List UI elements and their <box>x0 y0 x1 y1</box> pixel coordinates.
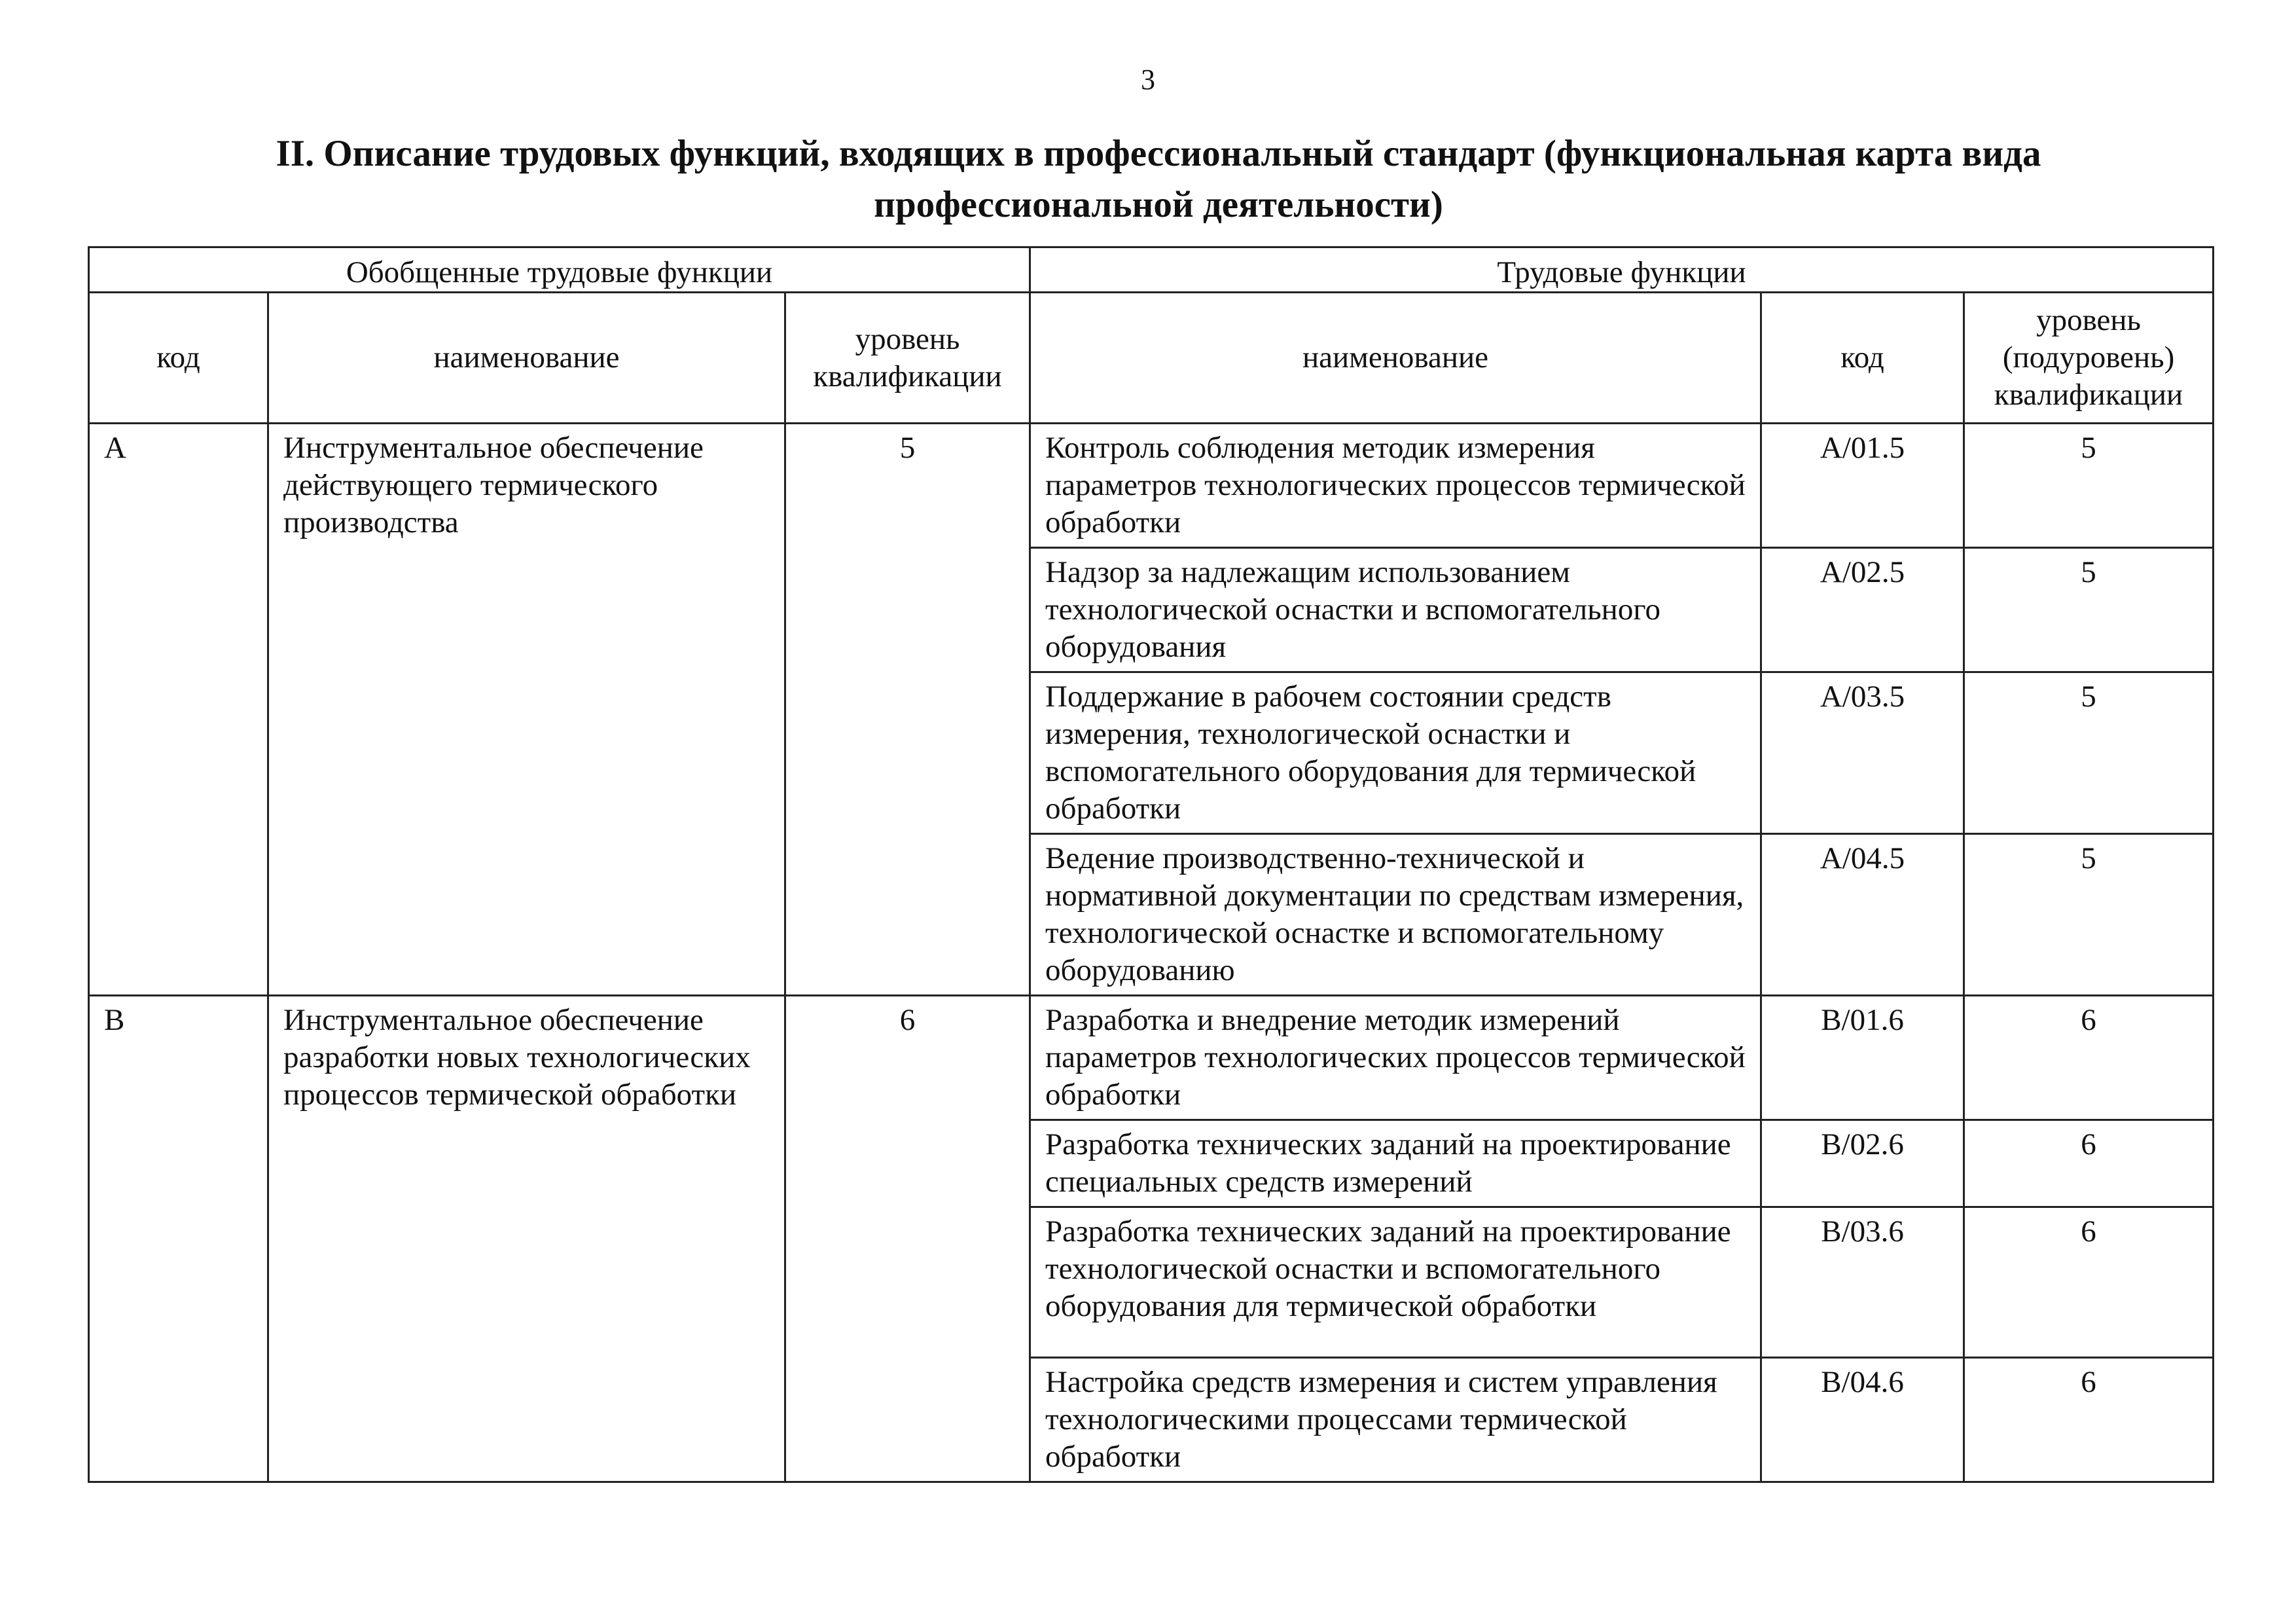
function-name-cell: Разработка технических заданий на проектирование технологической оснастки и вспомогательного оборудования для термической обработки <box>1030 1207 1761 1358</box>
function-level-cell: 6 <box>1964 1120 2214 1207</box>
page-number: 3 <box>1141 64 1155 96</box>
function-level-cell: 6 <box>1964 996 2214 1120</box>
function-level-cell: 5 <box>1964 424 2214 548</box>
function-level-cell: 6 <box>1964 1358 2214 1482</box>
function-level-cell: 5 <box>1964 672 2214 834</box>
section-heading-line-1: II. Описание трудовых функций, входящих в профессиональный стандарт (функциональная карта вида <box>276 133 2041 174</box>
function-level-cell: 5 <box>1964 834 2214 996</box>
function-name-cell: Разработка и внедрение методик измерений параметров технологических процессов термической обработки <box>1030 996 1761 1120</box>
function-code-cell: B/03.6 <box>1761 1207 1964 1358</box>
functional-map-table <box>88 246 2214 1483</box>
section-heading-line-2: профессиональной деятельности) <box>874 184 1443 225</box>
group-level-cell: 6 <box>785 996 1030 1482</box>
function-level-cell: 5 <box>1964 548 2214 672</box>
function-level-cell: 6 <box>1964 1207 2214 1358</box>
function-code-cell: A/04.5 <box>1761 834 1964 996</box>
gen-name-header: наименование <box>268 293 785 424</box>
function-code-cell: B/02.6 <box>1761 1120 1964 1207</box>
gen-level-header: уровень квалификации <box>785 293 1030 424</box>
function-code-cell: B/04.6 <box>1761 1358 1964 1482</box>
table-row <box>89 424 2214 548</box>
group-name-cell: Инструментальное обеспечение действующего термического производства <box>268 424 785 996</box>
function-name-cell: Настройка средств измерения и систем управления технологическими процессами термической обработки <box>1030 1358 1761 1482</box>
function-code-cell: A/03.5 <box>1761 672 1964 834</box>
function-name-cell: Ведение производственно-технической и нормативной документации по средствам измерения, технологической оснастке и вспомогательному оборудованию <box>1030 834 1761 996</box>
function-name-cell: Разработка технических заданий на проектирование специальных средств измерений <box>1030 1120 1761 1207</box>
group-code-cell: B <box>89 996 268 1482</box>
fn-code-header: код <box>1761 293 1964 424</box>
labor-functions-header: Трудовые функции <box>1030 247 2214 293</box>
fn-name-header: наименование <box>1030 293 1761 424</box>
section-heading <box>196 128 2121 230</box>
function-code-cell: A/02.5 <box>1761 548 1964 672</box>
gen-code-header: код <box>89 293 268 424</box>
function-code-cell: A/01.5 <box>1761 424 1964 548</box>
table-row <box>89 996 2214 1120</box>
fn-level-header: уровень (подуровень) квалификации <box>1964 293 2214 424</box>
function-name-cell: Надзор за надлежащим использованием технологической оснастки и вспомогательного оборудования <box>1030 548 1761 672</box>
function-name-cell: Поддержание в рабочем состоянии средств измерения, технологической оснастки и вспомогательного оборудования для термической обработки <box>1030 672 1761 834</box>
generalized-functions-header: Обобщенные трудовые функции <box>89 247 1030 293</box>
group-name-cell: Инструментальное обеспечение разработки новых технологических процессов термической обработки <box>268 996 785 1482</box>
group-header-row <box>89 247 2214 293</box>
function-name-cell: Контроль соблюдения методик измерения параметров технологических процессов термической обработки <box>1030 424 1761 548</box>
column-header-row <box>89 293 2214 424</box>
group-code-cell: A <box>89 424 268 996</box>
function-code-cell: B/01.6 <box>1761 996 1964 1120</box>
group-level-cell: 5 <box>785 424 1030 996</box>
